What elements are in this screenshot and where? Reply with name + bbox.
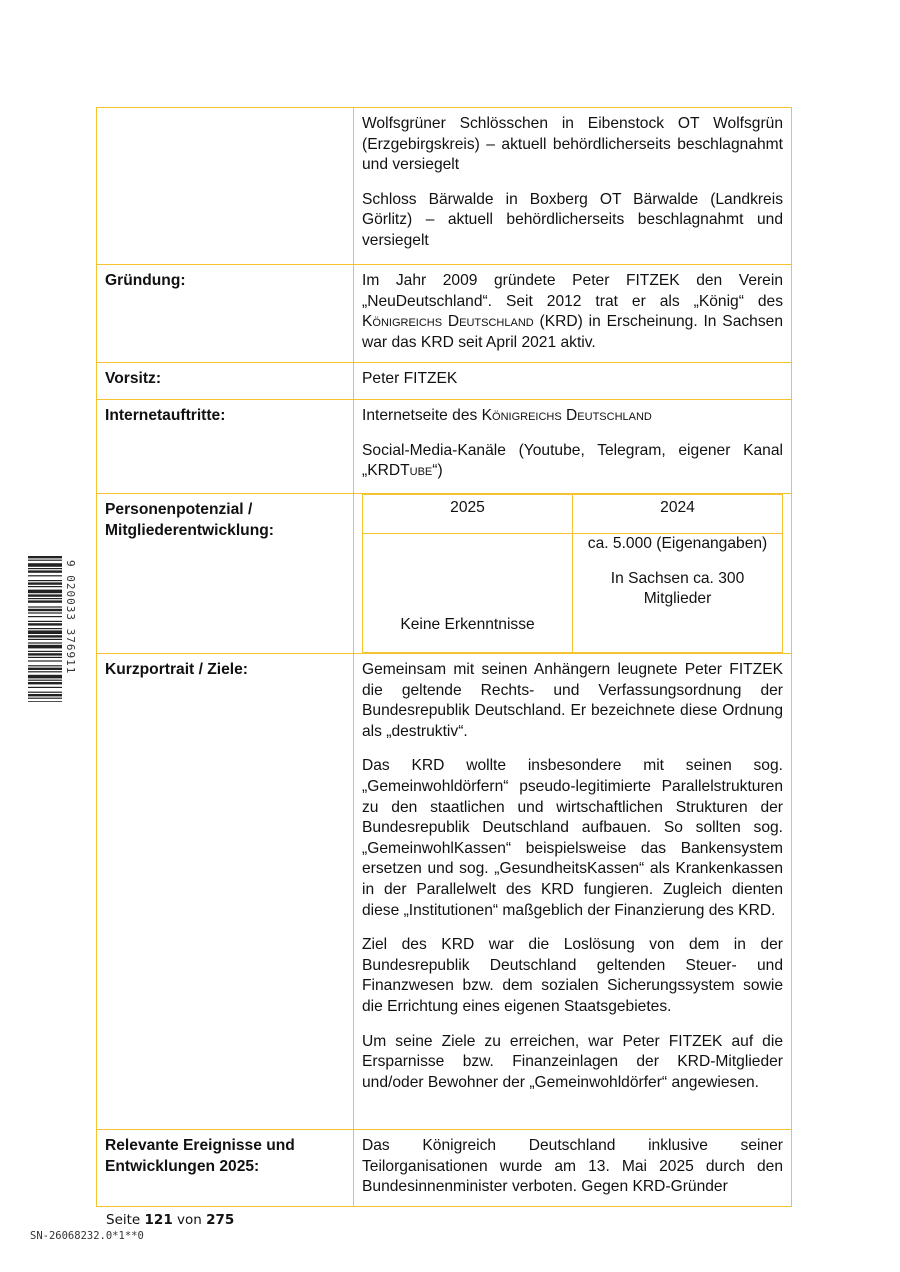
table-row (97, 654, 792, 1130)
barcode-bar (28, 623, 62, 625)
barcode-bar (28, 682, 62, 684)
barcode-bar (28, 590, 62, 594)
barcode-bar (28, 556, 62, 558)
barcode-bar (28, 698, 62, 699)
portrait-label: Kurzportrait / Ziele: (97, 654, 354, 1130)
events-label-line2: Entwicklungen 2025: (105, 1157, 260, 1175)
value-2024-line2: In Sachsen ca. 300 Mitglieder (610, 569, 745, 608)
barcode-bar (28, 594, 62, 596)
barcode-bar (28, 570, 62, 572)
chair-value: Peter FITZEK (354, 363, 792, 400)
founding-text-a: Im Jahr 2009 gründete Peter FITZEK den Verein „NeuDeutschland“. Seit 2012 trat er als „König“ des (362, 272, 783, 310)
founding-text-b: (KRD) in Erscheinung. In Sachsen war das KRD seit April 2021 aktiv. (362, 313, 783, 351)
barcode-bar (28, 600, 62, 602)
website-name: Königreichs Deutschland (481, 407, 652, 424)
year-2024-header: 2024 (573, 495, 783, 534)
page-middle: von (172, 1212, 207, 1228)
barcode-bar (28, 568, 62, 569)
portrait-paragraph: Das KRD wollte insbesondere mit seinen sog. „Gemeinwohldörfern“ pseudo-legitimierte Parallelstrukturen zu den staatlichen und wirtschaftlichen Strukturen der Bundesrepublik Deutschland aufbauen. So sollten sog. „GemeinwohlKassen“ beispielsweise das Bankensystem ersetzen und sog. „GesundheitsKassen“ als Krankenkassen in der Parallelwelt des KRD fungieren. Zugleich dienten diese „Institutionen“ maßgeblich der Finanzierung des KRD. (362, 757, 783, 919)
potential-label (97, 494, 354, 654)
events-label (97, 1130, 354, 1207)
barcode-bar (28, 665, 62, 666)
barcode-bar (28, 616, 62, 617)
table-row (97, 265, 792, 363)
year-header-row (363, 495, 783, 534)
barcode-bar (28, 675, 62, 679)
founding-label: Gründung: (97, 265, 354, 363)
membership-table (362, 494, 783, 653)
document-code: SN-26068232.0*1**0 (30, 1230, 144, 1242)
total-pages: 275 (206, 1212, 235, 1228)
barcode-bar (28, 680, 62, 681)
page-prefix: Seite (106, 1212, 145, 1228)
locations-cell (354, 108, 792, 265)
table-row (97, 1130, 792, 1207)
barcode-bar (28, 630, 62, 634)
value-2024 (573, 534, 783, 653)
barcode-bar (28, 612, 62, 613)
page-number (106, 1212, 234, 1228)
table-row (97, 400, 792, 494)
social-text (362, 441, 783, 482)
events-text: Das Königreich Deutschland inklusive seiner Teilorganisationen wurde am 13. Mai 2025 durch den Bundesinnenminister verboten. Gegen KRD-Gründer (362, 1137, 783, 1196)
portrait-cell (354, 654, 792, 1130)
krd-name: Königreichs Deutschland (362, 313, 534, 331)
potential-cell (354, 494, 792, 654)
barcode-bar (28, 621, 62, 622)
events-label-line1: Relevante Ereignisse und (105, 1137, 295, 1154)
barcode-bar (28, 694, 62, 696)
website-prefix: Internetseite des (362, 407, 482, 424)
barcode-bar (28, 642, 62, 643)
barcode-bar (28, 609, 62, 611)
barcode-bar (28, 580, 62, 581)
barcode-bar (28, 668, 62, 670)
barcode-bar (28, 671, 62, 672)
barcode-bar (28, 563, 62, 567)
location-paragraph: Schloss Bärwalde in Boxberg OT Bärwalde (Landkreis Görlitz) – aktuell behördlicherseits beschlagnahmt und versiegelt (362, 190, 783, 249)
barcode-bar (28, 639, 62, 640)
barcode-bar (28, 575, 62, 576)
social-suffix: “) (432, 462, 443, 480)
table-row (97, 108, 792, 265)
values-row (363, 534, 783, 653)
chair-label: Vorsitz: (97, 363, 354, 400)
barcode-bar (28, 635, 62, 637)
barcode-bar (28, 651, 62, 652)
portrait-paragraph: Gemeinsam mit seinen Anhängern leugnete Peter FITZEK die geltende Rechts- und Verfassungsordnung der Bundesrepublik Deutschland. Er bezeichnete diese Ordnung als „destruktiv“. (362, 661, 783, 740)
location-paragraph: Wolfsgrüner Schlösschen in Eibenstock OT Wolfsgrün (Erzgebirgskreis) – aktuell behördlicherseits beschlagnahmt und versiegelt (362, 115, 783, 174)
barcode-number: 9 020033 376911 (64, 560, 77, 675)
events-cell (354, 1130, 792, 1207)
founding-cell (354, 265, 792, 363)
barcode-bar (28, 657, 62, 658)
web-cell (354, 400, 792, 494)
row-label-empty (97, 108, 354, 265)
value-2024-line1: ca. 5.000 (Eigenangaben) (587, 535, 768, 552)
founding-text (362, 271, 783, 353)
web-label: Internetauftritte: (97, 400, 354, 494)
social-prefix: Social-Media-Kanäle (Youtube, Telegram, eigener Kanal „KRD (362, 441, 783, 480)
barcode-bar (28, 660, 62, 661)
barcode-bar (28, 653, 62, 655)
value-2025: Keine Erkenntnisse (363, 534, 573, 653)
barcode-bar (28, 598, 62, 599)
social-name: Tube (400, 462, 433, 480)
portrait-paragraph: Um seine Ziele zu erreichen, war Peter FITZEK auf die Ersparnisse bzw. Finanzeinlagen der KRD-Mitglieder und/oder Bewohner der „Gemeinwohldörfer“ angewiesen. (362, 1032, 783, 1091)
table-row (97, 494, 792, 654)
website-text (362, 406, 783, 427)
barcode-bar (28, 560, 62, 561)
year-2025-header: 2025 (363, 495, 573, 534)
current-page: 121 (144, 1212, 173, 1228)
barcode-bar (28, 645, 62, 649)
barcode-bar (28, 586, 62, 587)
portrait-paragraph: Ziel des KRD war die Loslösung von dem in der Bundesrepublik Deutschland geltenden Steuer- und Finanzwesen bzw. dem sozialen Sicherungssystem sowie die Errichtung eines eigenen Staatsgebietes. (362, 936, 783, 1015)
table-row (97, 363, 792, 400)
barcode-bar (28, 701, 62, 702)
barcode-bar (28, 628, 62, 629)
potential-label-line1: Personenpotenzial / (105, 501, 253, 518)
potential-label-line2: Mitgliederentwicklung: (105, 521, 274, 539)
barcode-bar (28, 606, 62, 607)
barcode-bar (28, 692, 62, 693)
barcode-bar (28, 687, 62, 688)
barcode-bar (28, 582, 62, 584)
info-table (96, 107, 792, 1207)
